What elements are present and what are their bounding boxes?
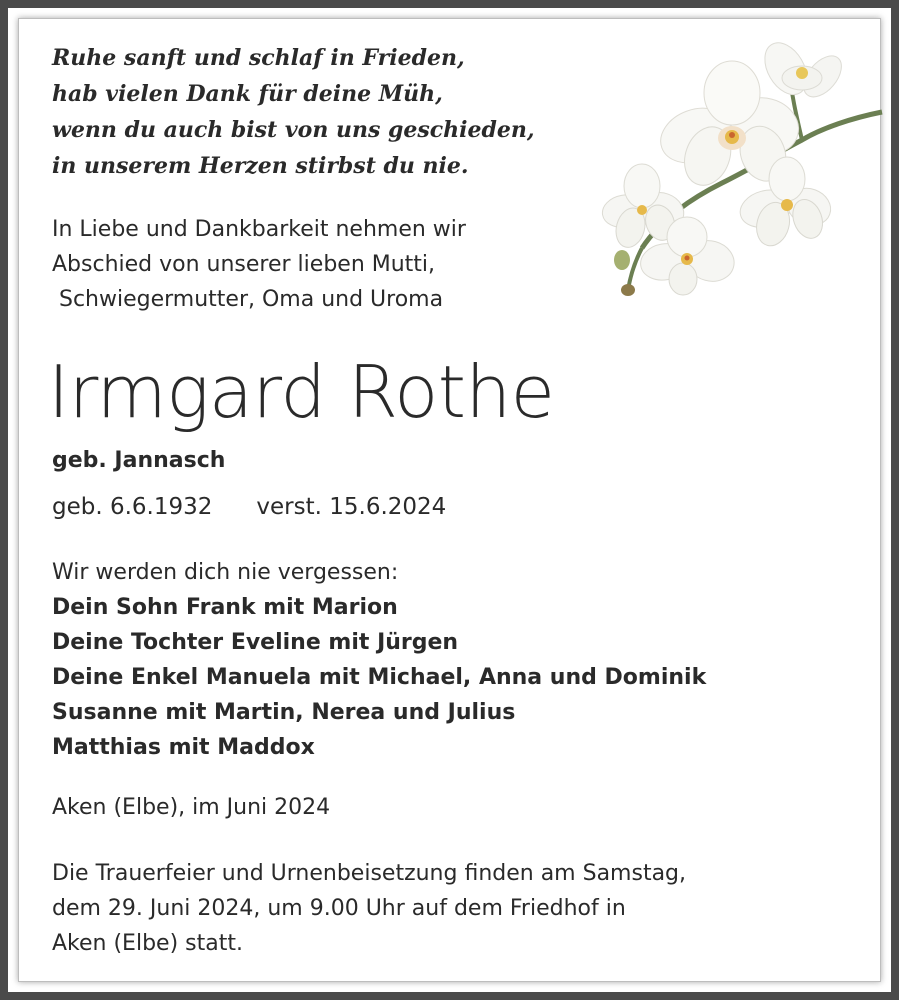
maiden-name: geb. Jannasch bbox=[52, 448, 226, 473]
service-line: dem 29. Juni 2024, um 9.00 Uhr auf dem Friedhof in bbox=[52, 896, 626, 921]
poem-line: in unserem Herzen stirbst du nie. bbox=[52, 153, 469, 179]
poem-line: Ruhe sanft und schlaf in Frieden, bbox=[52, 45, 465, 71]
family-member: Dein Sohn Frank mit Marion bbox=[52, 595, 398, 620]
poem-verse bbox=[52, 40, 535, 184]
family-member: Deine Tochter Eveline mit Jürgen bbox=[52, 630, 459, 655]
poem-line: hab vielen Dank für deine Müh, bbox=[52, 81, 443, 107]
family-member: Deine Enkel Manuela mit Michael, Anna und Dominik bbox=[52, 665, 707, 690]
intro-line: In Liebe und Dankbarkeit nehmen wir bbox=[52, 217, 466, 242]
poem-line: wenn du auch bist von uns geschieden, bbox=[52, 117, 535, 143]
service-info bbox=[52, 856, 686, 961]
family-member: Susanne mit Martin, Nerea und Julius bbox=[52, 700, 516, 725]
life-dates bbox=[52, 489, 446, 525]
intro-text bbox=[52, 212, 466, 317]
intro-line: Schwiegermutter, Oma und Uroma bbox=[52, 287, 444, 312]
place-date: Aken (Elbe), im Juni 2024 bbox=[52, 795, 331, 820]
family-member: Matthias mit Maddox bbox=[52, 735, 315, 760]
family-list bbox=[52, 555, 706, 765]
family-intro: Wir werden dich nie vergessen: bbox=[52, 560, 399, 585]
intro-line: Abschied von unserer lieben Mutti, bbox=[52, 252, 436, 277]
service-line: Die Trauerfeier und Urnenbeisetzung finden am Samstag, bbox=[52, 861, 687, 886]
deceased-name: Irmgard Rothe bbox=[48, 350, 555, 434]
death-date: verst. 15.6.2024 bbox=[256, 494, 447, 520]
service-line: Aken (Elbe) statt. bbox=[52, 931, 243, 956]
birth-date: geb. 6.6.1932 bbox=[52, 494, 213, 520]
orchid-flowers-image bbox=[592, 28, 884, 300]
